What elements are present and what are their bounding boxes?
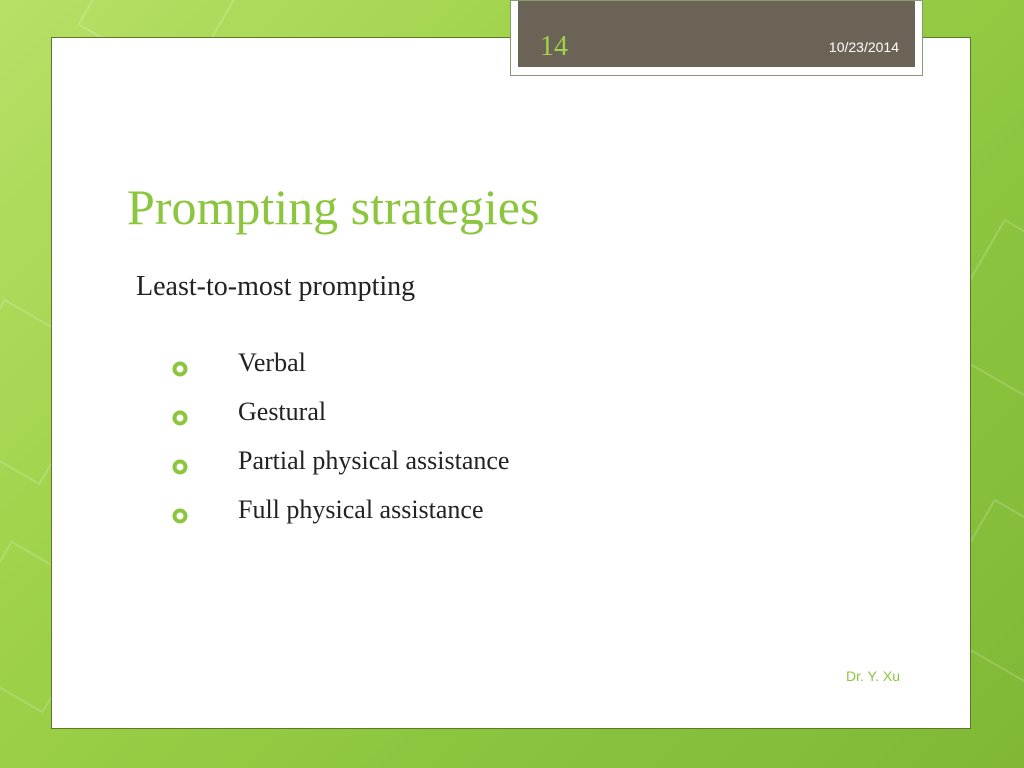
header-tab: [510, 0, 923, 76]
bullet-text: Full physical assistance: [238, 495, 484, 524]
bullet-text: Partial physical assistance: [238, 446, 510, 475]
ring-bullet-icon: [172, 459, 188, 475]
ring-bullet-icon: [172, 508, 188, 524]
slide-title: Prompting strategies: [127, 179, 540, 235]
bullet-text: Gestural: [238, 397, 327, 426]
slide-number: 14: [540, 31, 568, 62]
bullet-text: Verbal: [238, 348, 306, 377]
slide-date: 10/23/2014: [828, 39, 899, 55]
slide-canvas: [51, 37, 971, 729]
header-bar: [518, 1, 915, 67]
footer-author: Dr. Y. Xu: [846, 668, 900, 684]
slide-subtitle: Least-to-most prompting: [136, 271, 416, 302]
ring-bullet-icon: [172, 410, 188, 426]
ring-bullet-icon: [172, 361, 188, 377]
